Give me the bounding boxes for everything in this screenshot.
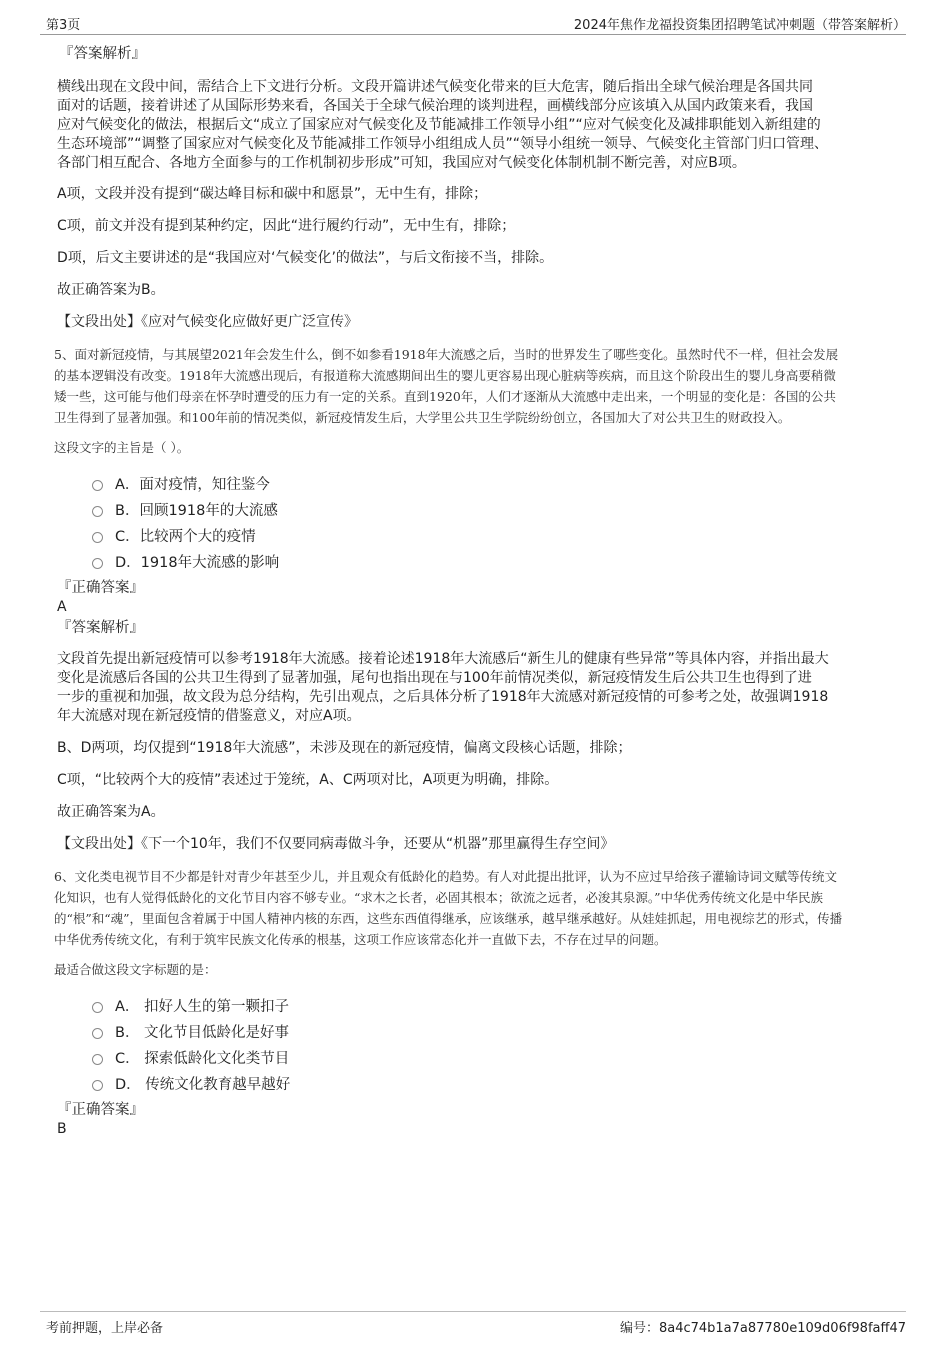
text-line: 变化是流感后各国的公共卫生得到了显著加强，尾句也指出现在与100年前情况类似，新冠疫情发生后公共卫生也得到了进 — [57, 670, 812, 686]
option-label: A．面对疫情，知往鉴今 — [115, 476, 270, 493]
radio-icon[interactable] — [92, 506, 103, 517]
analysis-label: 『答案解析』 — [59, 46, 146, 62]
text-line: 生态环境部”“调整了国家应对气候变化及节能减排工作领导小组组成人员”“领导小组统一领导、气候变化主管部门归口管理、 — [57, 136, 829, 152]
option-d-analysis: D项，后文主要讲述的是“我国应对‘气候变化’的做法”，与后文衔接不当，排除。 — [57, 250, 554, 266]
correct-answer-label: 『正确答案』 — [57, 1102, 144, 1118]
passage-line: 中华优秀传统文化，有利于筑牢民族文化传承的根基，这项工作应该常态化并一直做下去，不存在过早的问题。 — [54, 932, 667, 947]
option-c-analysis: C项，前文并没有提到某种约定，因此“进行履约行动”，无中生有，排除； — [57, 218, 516, 234]
option-d[interactable] — [92, 1070, 897, 1096]
text-line: 横线出现在文段中间，需结合上下文进行分析。文段开篇讲述气候变化带来的巨大危害，随后指出全球气候治理是各国共同 — [57, 79, 813, 95]
source-citation: 【文段出处】《应对气候变化应做好更广泛宣传》 — [57, 314, 358, 330]
passage-line: 的“根”和“魂”，里面包含着属于中国人精神内核的东西，这些东西值得继承，应该继承，越早继承越好。从娃娃抓起，用电视综艺的形式，传播 — [54, 911, 843, 926]
analysis-text — [57, 650, 897, 726]
option-label: A． 扣好人生的第一颗扣子 — [115, 998, 290, 1015]
option-c-analysis: C项，“比较两个大的疫情”表述过于笼统，A、C两项对比，A项更为明确，排除。 — [57, 772, 559, 788]
radio-icon[interactable] — [92, 1028, 103, 1039]
page-content — [54, 44, 897, 1138]
radio-icon[interactable] — [92, 558, 103, 569]
radio-icon[interactable] — [92, 1002, 103, 1013]
text-line: 各部门相互配合、各地方全面参与的工作机制初步形成”可知，我国应对气候变化体制机制不断完善，对应B项。 — [57, 155, 746, 171]
page-footer — [40, 1311, 906, 1334]
question-6 — [54, 866, 897, 1138]
option-label: C． 探索低龄化文化类节目 — [115, 1050, 290, 1067]
analysis-text — [57, 78, 897, 173]
option-a-analysis: A项，文段并没有提到“碳达峰目标和碳中和愿景”，无中生有，排除； — [57, 186, 488, 202]
source-citation: 【文段出处】《下一个10年，我们不仅要同病毒做斗争，还要从“机器”那里赢得生存空间》 — [57, 836, 615, 852]
text-line: 年大流感对现在新冠疫情的借鉴意义，对应A项。 — [57, 708, 361, 724]
correct-answer: A — [57, 599, 67, 615]
passage-line: 化知识，也有人觉得低龄化的文化节目内容不够专业。“求木之长者，必固其根本；欲流之远者，必浚其泉源。”中华优秀传统文化是中华民族 — [54, 890, 824, 905]
option-list — [92, 992, 897, 1096]
option-a[interactable] — [92, 992, 897, 1018]
option-b[interactable] — [92, 496, 897, 522]
document-title: 2024年焦作龙福投资集团招聘笔试冲刺题（带答案解析） — [573, 18, 906, 33]
option-c[interactable] — [92, 1044, 897, 1070]
option-label: C．比较两个大的疫情 — [115, 528, 256, 545]
radio-icon[interactable] — [92, 532, 103, 543]
correct-answer-label: 『正确答案』 — [57, 580, 144, 596]
passage-line: 卫生得到了显著加强。和100年前的情况类似，新冠疫情发生后，大学里公共卫生学院纷纷创立，各国加大了对公共卫生的财政投入。 — [54, 410, 791, 425]
option-label: B．回顾1918年的大流感 — [115, 502, 278, 519]
page-number: 第3页 — [46, 18, 81, 33]
correct-answer: B — [57, 1121, 67, 1137]
question-stem: 最适合做这段文字标题的是： — [54, 962, 217, 977]
option-label: D． 传统文化教育越早越好 — [115, 1076, 291, 1093]
passage-line: 矮一些，这可能与他们母亲在怀孕时遭受的压力有一定的关系。直到1920年，人们才逐渐从大流感中走出来，一个明显的变化是：各国的公共 — [54, 389, 836, 404]
option-a[interactable] — [92, 470, 897, 496]
footer-slogan: 考前押题，上岸必备 — [46, 1321, 164, 1336]
passage-line: 5、面对新冠疫情，与其展望2021年会发生什么，倒不如参看1918年大流感之后，当时的世界发生了哪些变化。虽然时代不一样，但社会发展 — [54, 347, 839, 362]
radio-icon[interactable] — [92, 480, 103, 491]
analysis-label: 『答案解析』 — [57, 620, 144, 636]
option-c[interactable] — [92, 522, 897, 548]
passage-line: 6、文化类电视节目不少都是针对青少年甚至少儿，并且观众有低龄化的趋势。有人对此提出批评，认为不应过早给孩子灌输诗词文赋等传统文 — [54, 869, 837, 884]
option-b[interactable] — [92, 1018, 897, 1044]
conclusion: 故正确答案为B。 — [57, 282, 165, 298]
question-stem: 这段文字的主旨是（ ）。 — [54, 440, 190, 455]
q4-analysis — [57, 44, 897, 332]
text-line: 应对气候变化的做法，根据后文“成立了国家应对气候变化及节能减排工作领导小组”“应对气候变化及减排职能划入新组建的 — [57, 117, 821, 133]
document-id: 编号：8a4c74b1a7a87780e109d06f98faff47 — [619, 1321, 906, 1336]
option-bd-analysis: B、D两项，均仅提到“1918年大流感”，未涉及现在的新冠疫情，偏离文段核心话题，排除； — [57, 740, 632, 756]
option-d[interactable] — [92, 548, 897, 574]
text-line: 一步的重视和加强，故文段为总分结构，先引出观点，之后具体分析了1918年大流感对新冠疫情的可参考之处，故强调1918 — [57, 689, 829, 705]
text-line: 文段首先提出新冠疫情可以参考1918年大流感。接着论述1918年大流感后“新生儿的健康有些异常”等具体内容，并指出最大 — [57, 651, 829, 667]
option-label: D．1918年大流感的影响 — [115, 554, 280, 571]
radio-icon[interactable] — [92, 1054, 103, 1065]
text-line: 面对的话题，接着讲述了从国际形势来看，各国关于全球气候治理的谈判进程，画横线部分应该填入从国内政策来看，我国 — [57, 98, 813, 114]
option-label: B． 文化节目低龄化是好事 — [115, 1024, 290, 1041]
conclusion: 故正确答案为A。 — [57, 804, 165, 820]
option-list — [92, 470, 897, 574]
page-header — [40, 14, 906, 35]
question-5 — [54, 344, 897, 854]
passage-line: 的基本逻辑没有改变。1918年大流感出现后，有报道称大流感期间出生的婴儿更容易出现心脏病等疾病，而且这个阶段出生的婴儿身高要稍微 — [54, 368, 836, 383]
radio-icon[interactable] — [92, 1080, 103, 1091]
